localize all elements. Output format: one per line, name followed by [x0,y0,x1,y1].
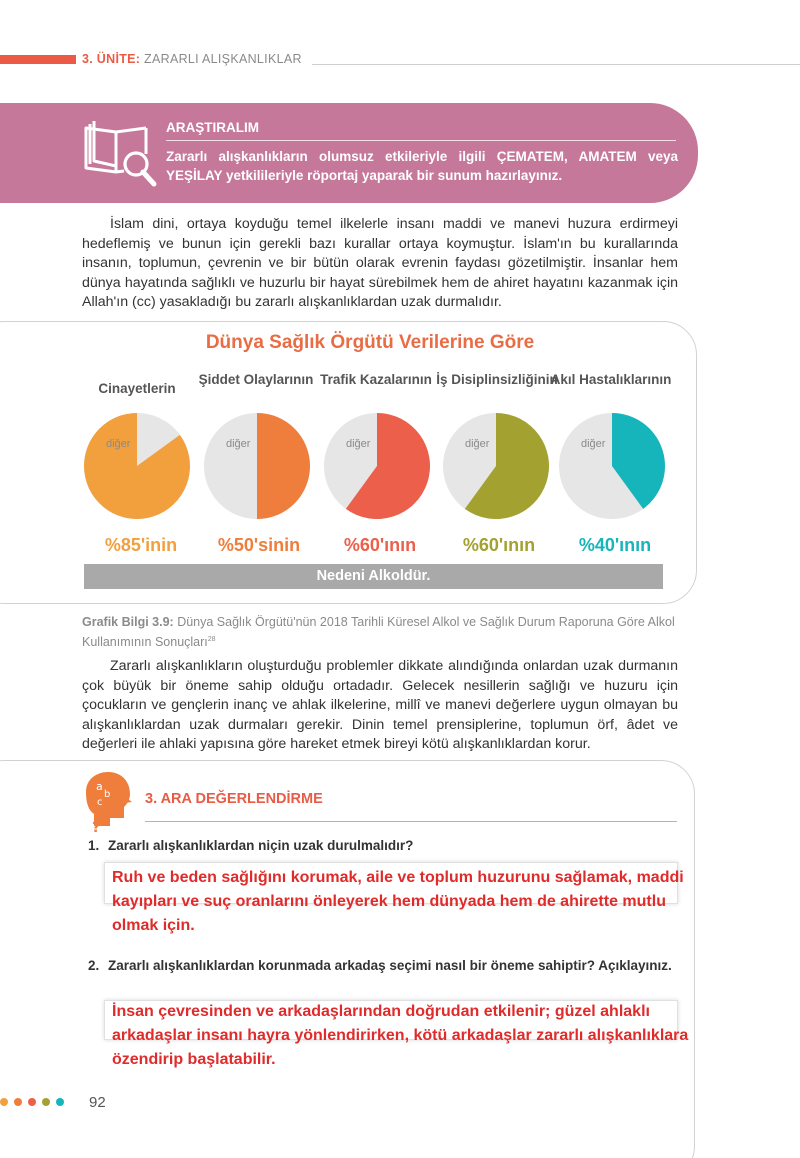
category-label: Trafik Kazalarının [320,372,432,387]
page-number: 92 [89,1094,106,1111]
research-body: Zararlı alışkanlıkların olumsuz etkileriyle ilgili ÇEMATEM, AMATEM veya YEŞİLAY yetkilileriyle röportaj yaparak bir sunum hazırlayınız. [166,149,678,183]
unit-label: 3. ÜNİTE: [82,52,141,66]
footer-dot [28,1098,36,1106]
research-title: ARAŞTIRALIM [166,120,259,135]
pie-chart [324,413,430,519]
answer-2: İnsan çevresinden ve arkadaşlarından doğrudan etkilenir; güzel ahlaklı arkadaşlar insanı hayra yönlendirirken, kötü arkadaşlar zararlı alışkanlıklara özendirip başlatabilir. [112,1003,689,1068]
question-text: Zararlı alışkanlıklardan korunmada arkadaş seçimi nasıl bir öneme sahiptir? Açıklayınız. [108,958,672,973]
book-magnifier-icon [80,114,160,188]
caption-label: Grafik Bilgi 3.9: [82,615,174,629]
question-1 [88,837,678,855]
research-divider [166,140,676,141]
figure-caption [82,614,682,651]
other-label: diğer [106,438,131,450]
paragraph-intro: İslam dini, ortaya koyduğu temel ilkelerle insanı maddi ve manevi huzura erdirmeyi hedeflemiş ve bunun için gerekli bazı kurallar ortaya koymuştur. İslam'ın bu kurallarında insanın, toplumun, çevrenin ve bir bütün olarak evrenin faydası gözetilmiştir. İnsanlar hem dünya hayatında sağlıklı ve huzurlu bir hayat sürebilmek hem de ahiret hayatını kazanmak için Allah'ın (cc) yasakladığı bu zararlı alışkanlıklardan uzak durmalıdır. [82,216,678,310]
evaluation-title: 3. ARA DEĞERLENDİRME [145,791,323,807]
other-label: diğer [226,438,251,450]
other-label: diğer [465,438,490,450]
pie-slice-value [257,413,310,519]
svg-text:c: c [97,797,103,808]
question-head-icon [80,770,140,834]
category-label: Akıl Hastalıklarının [550,372,672,387]
question-number: 2. [88,958,100,973]
footer-dot [56,1098,64,1106]
question-2 [88,957,673,975]
chart-title: Dünya Sağlık Örgütü Verilerine Göre [205,332,535,353]
question-text: Zararlı alışkanlıklardan niçin uzak durulmalıdır? [108,838,414,853]
footer-dot [0,1098,8,1106]
pie-chart [84,413,190,519]
percent-label: %60'ının [343,535,417,555]
percent-label: %40'ının [578,535,652,555]
caption-text: Dünya Sağlık Örgütü'nün 2018 Tarihli Küresel Alkol ve Sağlık Durum Raporuna Göre Alkol Kullanımının Sonuçları [82,615,675,650]
footer-dot [14,1098,22,1106]
pie-chart [204,413,310,519]
percent-label: %85'inin [104,535,178,555]
category-label: Şiddet Olaylarının [198,372,314,387]
svg-text:a: a [96,780,103,793]
header-divider [312,64,800,65]
footer-dot [42,1098,50,1106]
unit-header [82,52,302,66]
evaluation-divider [145,821,677,822]
svg-text:?: ? [92,820,101,834]
unit-title: ZARARLI ALIŞKANLIKLAR [144,52,302,66]
percent-label: %60'ının [462,535,536,555]
pie-chart [559,413,665,519]
svg-text:b: b [104,789,111,800]
chart-footer-bar: Nedeni Alkoldür. [84,564,663,589]
category-label: İş Disiplinsizliğinin [436,372,558,387]
header-accent-bar [0,55,76,64]
answer-1: Ruh ve beden sağlığını korumak, aile ve toplum huzurunu sağlamak, maddi kayıpları ve suç oranlarını önleyerek hem dünyada hem de ahirette mutlu olmak için. [112,869,684,934]
other-label: diğer [581,438,606,450]
paragraph-body: Zararlı alışkanlıkların oluşturduğu problemler dikkate alındığında onlardan uzak durmanın çok büyük bir öneme sahip olduğu ortadadır. Gelecek nesillerin sağlığı ve huzuru için çocukların ve gençlerin inanç ve ahlak ilkelerine, millî ve manevi değerlere uygun olmayan bu alışkanlıklardan uzak durmaları gerekir. Dinin temel prensiplerine, toplumun örf, âdet ve değerleri ile ahlaki yapısına göre hareket etmek bireyi kötü alışkanlıklardan korur. [82,658,678,752]
category-label: Cinayetlerin [98,381,176,396]
percent-label: %50'sinin [217,535,301,555]
other-label: diğer [346,438,371,450]
pie-charts [0,408,740,526]
pie-chart [443,413,549,519]
question-number: 1. [88,838,100,853]
caption-ref: 28 [207,636,216,643]
